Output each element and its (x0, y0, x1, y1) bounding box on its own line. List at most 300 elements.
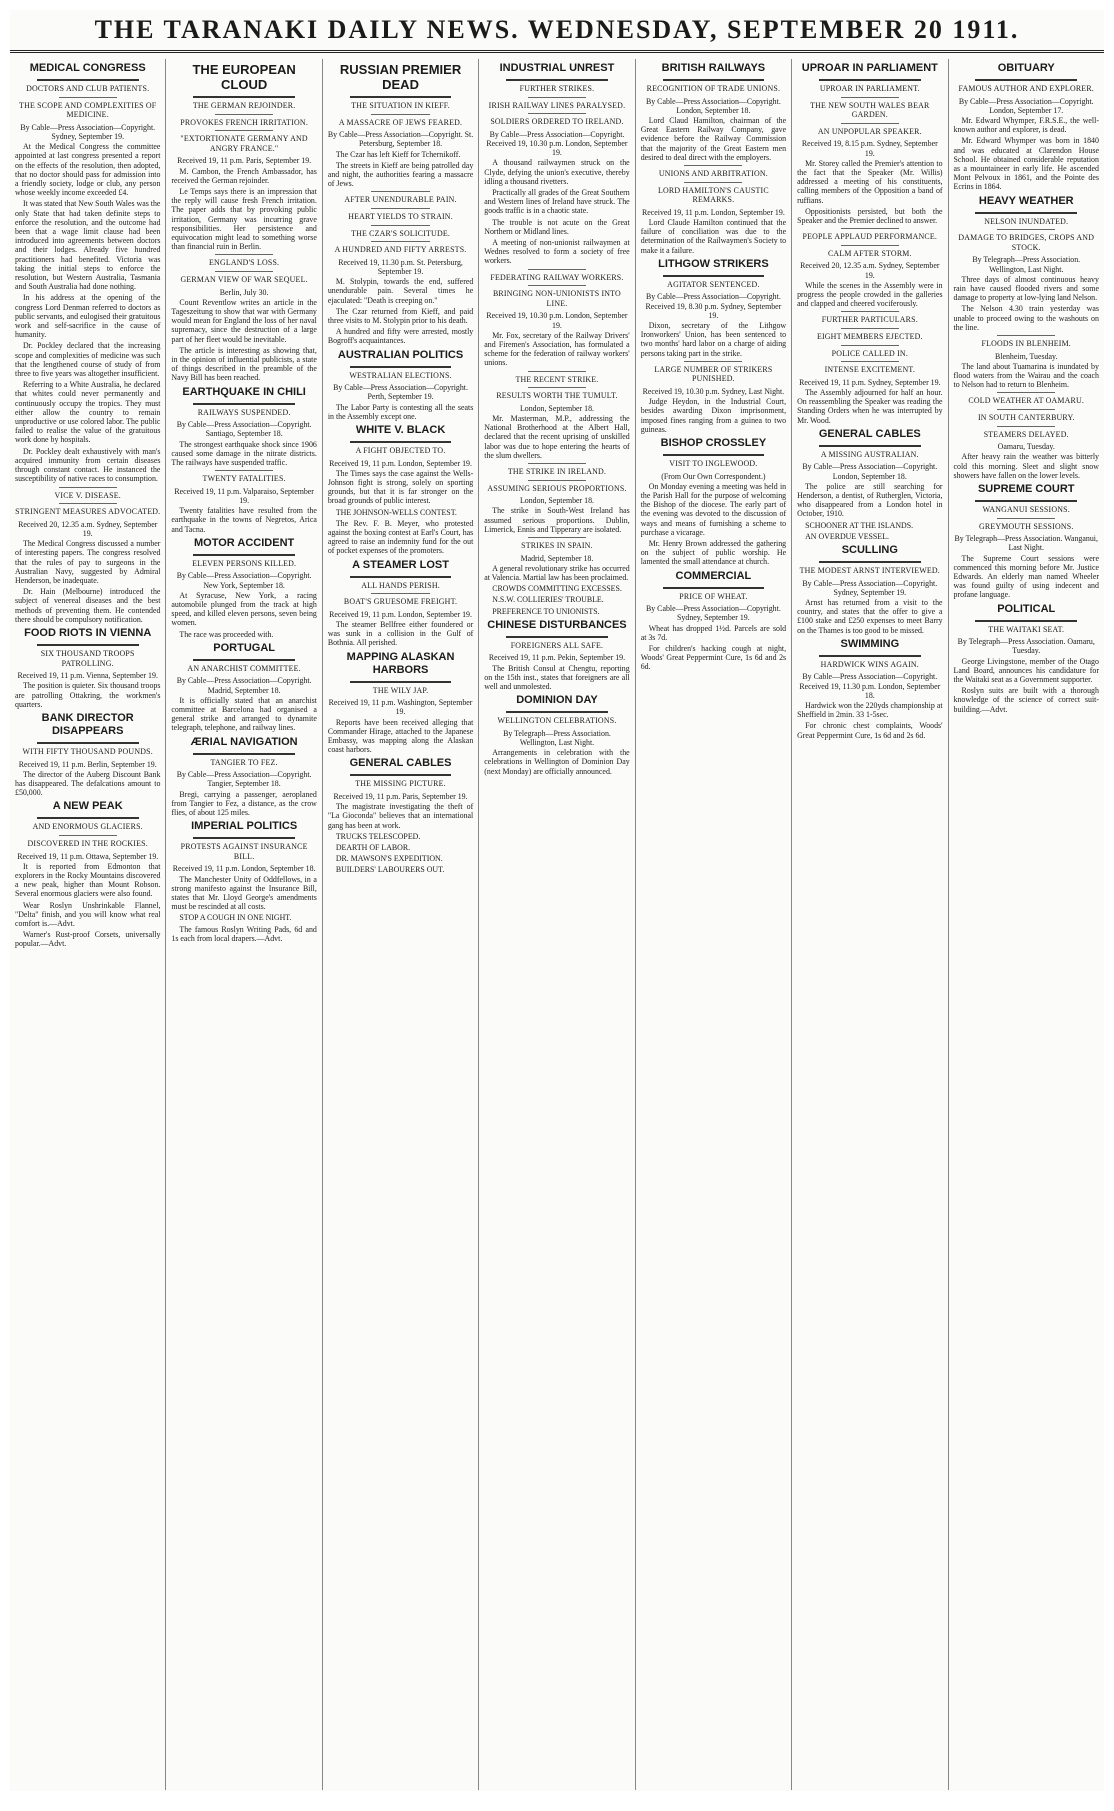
article-paragraph: Le Temps says there is an impression that the reply will cause fresh French irritation. The paper adds that by provoking public irritation, Germany was incurring grave responsibilities. Her persistence and equivocation might lead to something worse than financial ruin in Berlin. (171, 186, 317, 252)
article-headline: BISHOP CROSSLEY (660, 437, 767, 450)
article-headline: BRITISH RAILWAYS (661, 62, 766, 74)
article-headline: MEDICAL CONGRESS (29, 62, 146, 74)
news-column (948, 59, 1104, 1790)
dateline: By Cable—Press Association—Copyright. Sydney, September 19. (646, 604, 781, 623)
article-paragraph: Reports have been received alleging that Commander Hirage, attached to the Japanese Embassy, was mapping along the Alaskan coast harbors. (327, 717, 474, 755)
sub-headline: SIX THOUSAND TROOPS PATROLLING. (40, 648, 135, 668)
dateline: Received 19, 11 p.m. Paris, September 19. (333, 792, 468, 802)
sub-headline: DOCTORS AND CLUB PATIENTS. (26, 84, 150, 93)
headline-rule (819, 655, 921, 657)
dateline: Received 19, 11 p.m. Ottawa, September 19. (17, 851, 159, 861)
article (328, 424, 473, 556)
dateline: Received 19, 11 p.m. Vienna, September 19. (17, 671, 158, 681)
section-divider (684, 361, 742, 362)
headline-rule (37, 79, 139, 81)
article-paragraph: The position is quieter. Six thousand troops are patrolling Ottakring, the workmen's quarters. (15, 681, 161, 709)
sub-headline: AN ANARCHIST COMMITTEE. (187, 663, 301, 673)
sub-headline: RECOGNITION OF TRADE UNIONS. (646, 84, 781, 93)
dateline: Received 19, 11 p.m. Berlin, September 19. (18, 759, 157, 769)
section-divider (59, 487, 117, 488)
sub-headline: FEDERATING RAILWAY WORKERS. (490, 272, 624, 282)
dateline: By Cable—Press Association—Copyright. Received 19, 8.30 p.m. Sydney, September 19. (645, 292, 782, 320)
dateline: London, September 18. (519, 496, 595, 506)
dateline: By Cable—Press Association—Copyright. London, September 18. (646, 96, 781, 115)
sub-headline: THE CZAR'S SOLICITUDE. (351, 228, 451, 238)
sub-divider (371, 225, 429, 226)
dateline: By Cable—Press Association—Copyright. Madrid, September 18. (176, 676, 312, 695)
article-headline: OBITUARY (997, 62, 1055, 74)
article-paragraph: For children's hacking cough at night, Woods' Great Peppermint Cure, 1s 6d and 2s 6d. (640, 644, 787, 672)
article-headline: A NEW PEAK (52, 800, 123, 813)
article (954, 335, 1099, 389)
article-headline: SUPREME COURT (977, 483, 1075, 496)
sub-headline: NELSON INUNDATED. (984, 216, 1069, 226)
sub-divider (997, 426, 1055, 427)
article (484, 537, 629, 616)
sub-divider (528, 97, 586, 98)
sub-divider (841, 345, 899, 346)
headline-rule (193, 96, 295, 98)
news-column (322, 59, 478, 1790)
headline-rule (975, 79, 1077, 81)
headline-rule (37, 644, 139, 646)
sub-divider (371, 593, 429, 594)
article-paragraph: It is officially stated that an anarchist committee at Barcelona had organised a general strike and arranged to dynamite telegraph, telephone, and railway lines. (171, 695, 317, 733)
sub-headline: GREYMOUTH SESSIONS. (978, 521, 1074, 531)
article-paragraph: A meeting of non-unionist railwaymen at Wednes resolved to form a society of free workers. (484, 238, 630, 266)
sub-divider (841, 123, 899, 124)
sub-divider (841, 245, 899, 246)
article-headline: EARTHQUAKE IN CHILI (182, 385, 306, 398)
sub-headline: RESULTS WORTH THE TUMULT. (496, 391, 618, 401)
article-paragraph: Referring to a White Australia, he declared that whites could never permanently and continuously occupy the tropics. They must either allow the country to remain unproductive or use colored labor. The public failed to realise the value of the gratuitous work done by hospitals. (15, 380, 161, 445)
headline-rule (663, 454, 765, 456)
headline-rule (350, 366, 452, 368)
article (171, 736, 316, 818)
article (171, 254, 316, 382)
sub-divider (59, 835, 117, 836)
dateline: By Cable—Press Association—Copyright. New York, September 18. (176, 571, 312, 590)
article-paragraph: M. Cambon, the French Ambassador, has received the German rejoinder. (171, 166, 317, 185)
news-column (165, 59, 321, 1790)
article-paragraph: The Times says the case against the Wells-Johnson fight is strong, solely on sporting grounds, but that it is far stronger on the broad grounds of public interest. (327, 468, 474, 506)
article-paragraph: THE JOHNSON-WELLS CONTEST. (335, 507, 457, 517)
article (797, 638, 942, 740)
sub-headline: VISIT TO INGLEWOOD. (669, 459, 758, 469)
article-paragraph: Wear Roslyn Unshrinkable Flannel, "Delta" finish, and you will know what real comfort is.—Advt. (15, 900, 161, 928)
article-paragraph: DR. MAWSON'S EXPEDITION. (335, 854, 443, 864)
section-divider (371, 191, 429, 192)
article-paragraph: Oppositionists persisted, but both the Speaker and the Premier declined to answer. (797, 206, 943, 225)
article-paragraph: The strongest earthquake shock since 1906 caused some damage in the nitrate districts. The railways have suspended traffic. (171, 439, 317, 468)
article (15, 712, 160, 797)
sub-headline: AN UNPOPULAR SPEAKER. (817, 126, 922, 136)
article (15, 627, 160, 709)
news-column (635, 59, 791, 1790)
article-paragraph: Lord Claud Hamilton, chairman of the Great Eastern Railway Company, gave evidence before the Railway Commission that the majority of the Great Eastern men desired to deal direct with the employers. (640, 116, 787, 162)
news-column (791, 59, 947, 1790)
article-paragraph: The Labor Party is contesting all the seats in the Assembly except one. (327, 402, 474, 421)
article-paragraph: Three days of almost continuous heavy rain have caused flooded rivers and some damage to property at low-lying land Nelson. (953, 274, 1099, 303)
article-paragraph: BUILDERS' LABOURERS OUT. (335, 865, 445, 875)
sub-headline: GERMAN VIEW OF WAR SEQUEL. (180, 275, 308, 284)
section-divider (528, 463, 586, 464)
article-paragraph: The British Consul at Chengtu, reporting on the 15th inst., states that foreigners are all well and unmolested. (484, 663, 630, 692)
sub-divider (997, 409, 1055, 410)
article-paragraph: At the Medical Congress the committee appointed at last congress presented a report on the effects of the resolution, then adopted, that no doctor should pass for admission into a friendly society, lodge or club, any person whose weekly income exceeded £4. (15, 142, 161, 198)
dateline: Berlin, July 30. (219, 287, 269, 297)
sub-divider (841, 361, 899, 362)
sub-headline: VICE V. DISEASE. (54, 490, 121, 500)
article-headline: GENERAL CABLES (818, 427, 921, 440)
news-column (10, 59, 165, 1790)
article-paragraph: For chronic chest complaints, Woods' Great Peppermint Cure, 1s 6d and 2s 6d. (797, 721, 943, 740)
article-paragraph: The Czar returned from Kieff, and paid three visits to M. Stolypin prior to his death. (327, 306, 474, 325)
sub-headline: UNIONS AND ARBITRATION. (658, 169, 768, 179)
article-paragraph: Dr. Pockley declared that the increasing scope and complexities of medicine was such that the lengthened course of study of from three to five years was altogether insufficient. (15, 341, 161, 379)
headline-rule (37, 742, 139, 744)
sub-headline: FURTHER STRIKES. (519, 84, 595, 93)
article-paragraph: DEARTH OF LABOR. (335, 843, 411, 853)
headline-rule (193, 659, 295, 661)
sub-divider (997, 229, 1055, 230)
article (797, 62, 942, 225)
dateline: Received 19, 11 p.m. London, September 19. (641, 207, 785, 217)
article-paragraph: The streets in Kieff are being patrolled day and night, the authorities fearing a massacre of Jews. (327, 160, 474, 189)
sub-headline: FAMOUS AUTHOR AND EXPLORER. (958, 84, 1094, 93)
headline-rule (350, 576, 452, 578)
article-paragraph: The Czar has left Kieff for Tchernikoff. (335, 149, 461, 159)
sub-headline: A HUNDRED AND FIFTY ARRESTS. (334, 245, 467, 255)
article (954, 62, 1099, 192)
article-paragraph: Dixon, secretary of the Lithgow Ironworkers' Union, has been sentenced to two months' hard labor on a charge of aiding persons taking part in the strike. (640, 321, 787, 358)
sub-headline: UPROAR IN PARLIAMENT. (819, 84, 920, 93)
article-headline: DOMINION DAY (516, 694, 598, 707)
dateline: Received 20, 12.35 a.m. Sydney, September 19. (800, 261, 940, 280)
dateline: Received 19, 8.15 p.m. Sydney, September 19. (801, 139, 938, 158)
headline-rule (663, 79, 765, 81)
section-divider (841, 311, 899, 312)
sub-divider (215, 130, 273, 131)
dateline: Oamaru, Tuesday. (997, 442, 1055, 452)
article-paragraph: At Syracuse, New York, a racing automobile plunged from the track at high speed, and killed eleven persons, seven being women. (171, 590, 317, 628)
article (484, 463, 629, 534)
headline-rule (506, 79, 608, 81)
sub-headline: POLICE CALLED IN. (831, 348, 909, 358)
article (15, 800, 160, 948)
article-paragraph: The director of the Auberg Discount Bank has disappeared. The defalcations amount to £50,000. (15, 769, 161, 798)
headline-rule (663, 587, 765, 589)
headline-rule (193, 837, 295, 839)
dateline: By Telegraph—Press Association. Oamaru, Tuesday. (957, 637, 1095, 656)
sub-headline: STRINGENT MEASURES ADVOCATED. (15, 507, 161, 517)
article-paragraph: Dr. Hain (Melbourne) introduced the subject of venereal diseases and the best methods of preventing them. He contended there should be compulsory notification. (15, 587, 161, 624)
dateline: Received 19, 11 p.m. Washington, September 19. (328, 698, 473, 717)
sub-headline: PROVOKES FRENCH IRRITATION. (180, 117, 308, 127)
headline-rule (506, 636, 608, 638)
article (484, 619, 629, 691)
article (641, 62, 786, 162)
article-headline: LITHGOW STRIKERS (658, 257, 769, 270)
dateline: By Cable—Press Association—Copyright. Sydney, September 19. (802, 578, 938, 597)
article-headline: PORTUGAL (213, 641, 275, 654)
headline-rule (193, 753, 295, 755)
dateline: By Cable—Press Association—Copyright. Santiago, September 18. (176, 420, 312, 439)
dateline: Received 19, 11 p.m. London, September 19. (329, 609, 472, 619)
headline-rule (975, 212, 1077, 214)
sub-headline: PEOPLE APPLAUD PERFORMANCE. (802, 232, 938, 242)
article-paragraph: The strike in South-West Ireland has assumed serious proportions. Dublin, Limerick, Ennis and Tipperary are isolated. (484, 506, 630, 534)
sub-headline: WITH FIFTY THOUSAND POUNDS. (22, 746, 153, 756)
sub-headline: TWENTY FATALITIES. (202, 474, 286, 484)
article-paragraph: On Monday evening a meeting was held in the Parish Hall for the purpose of welcoming the Bishop of the diocese. The early part of the evening was devoted to the discussion of ways and means of furnishing a scheme to purchase a vicarage. (640, 481, 787, 537)
headline-rule (350, 441, 452, 443)
article-paragraph: A hundred and fifty were arrested, mostly Bogroff's acquaintances. (327, 327, 474, 346)
dateline: By Cable—Press Association—Copyright. St. Petersburg, September 18. (327, 130, 474, 149)
sub-divider (528, 387, 586, 388)
article (328, 349, 473, 421)
sub-headline: AGITATOR SENTENCED. (667, 279, 760, 289)
article-paragraph: A thousand railwaymen struck on the Clyde, defying the union's executive, thereby idling a thousand rivetters. (484, 158, 630, 186)
headline-rule (193, 554, 295, 556)
dateline: Received 19, 10.30 p.m. London, September 19. (486, 311, 628, 330)
section-divider (997, 335, 1055, 336)
sub-headline: THE RECENT STRIKE. (515, 374, 599, 384)
article-headline: POLITICAL (997, 602, 1056, 615)
sub-divider (528, 480, 586, 481)
sub-headline: BRINGING NON-UNIONISTS INTO LINE. (492, 289, 621, 308)
sub-headline: BOAT'S GRUESOME FREIGHT. (343, 597, 458, 607)
sub-headline: IN SOUTH CANTERBURY. (977, 413, 1075, 423)
article (171, 62, 316, 251)
headline-rule (350, 96, 452, 98)
dateline: Received 19, 11 p.m. Paris, September 19. (177, 156, 312, 166)
sub-divider (215, 271, 273, 272)
article-headline: CHINESE DISTURBANCES (487, 618, 627, 631)
sub-headline: CALM AFTER STORM. (827, 248, 912, 258)
article-paragraph: The famous Roslyn Writing Pads, 6d and 1s each from local drapers.—Advt. (171, 924, 317, 943)
article-paragraph: The steamer Bellfree either foundered or was sunk in a collision in the Gulf of Bothnia. All perished. (327, 620, 474, 648)
sub-headline: STRIKES IN SPAIN. (521, 541, 593, 551)
sub-headline: WESTRALIAN ELECTIONS. (349, 370, 452, 380)
article (797, 544, 942, 635)
article-paragraph: It was stated that New South Wales was the only State that had taken definite steps to enforce the resolution, and the outcome had been that a wage limit clause had been introduced into agreements between doctors and their lodges. Already five hundred practitioners had benefited. Victoria was taking the initial steps to enforce the resolution, but Western Australia, Tasmania and South Australia had done nothing. (15, 199, 161, 292)
article-paragraph: The Medical Congress discussed a number of interesting papers. The congress resolved that the rules of pay to surgeons in the Australian Navy, suggested by Admiral Henderson, be inadequate. (15, 539, 161, 585)
article (641, 361, 786, 434)
sub-headline: THE STRIKE IN IRELAND. (507, 467, 607, 477)
article-paragraph: The Rev. F. B. Meyer, who protested against the boxing contest at Earl's Court, has agreed to raise an indemnity fund for the out of pocket expenses of the promoters. (327, 518, 474, 556)
dateline: Received 19, 11.30 p.m. St. Petersburg, September 19. (338, 257, 463, 276)
sub-headline: A MISSING AUSTRALIAN. (820, 449, 919, 459)
article-headline: WHITE V. BLACK (355, 424, 446, 437)
article-paragraph: N.S.W. COLLIERIES' TROUBLE. (492, 595, 604, 605)
dateline: By Cable—Press Association—Copyright. Tangier, September 18. (176, 770, 312, 789)
sub-divider (841, 328, 899, 329)
sub-divider (841, 97, 899, 98)
article-headline: MOTOR ACCIDENT (194, 536, 295, 549)
article (954, 483, 1099, 600)
article-paragraph: Wheat has dropped 1½d. Parcels are sold at 3s 7d. (640, 623, 787, 642)
headline-rule (819, 79, 921, 81)
sub-headline: COLD WEATHER AT OAMARU. (968, 396, 1085, 406)
article-paragraph: Mr. Edward Whymper, F.R.S.E., the well-known author and explorer, is dead. (953, 116, 1099, 135)
article-paragraph: George Livingstone, member of the Otago Land Board, announces his candidature for the Waitaki seat as a Government supporter. (953, 656, 1099, 685)
article-paragraph: Roslyn suits are built with a thorough knowledge of the science of correct suit-building.—Advt. (953, 686, 1099, 714)
sub-divider (528, 285, 586, 286)
article (171, 537, 316, 639)
dateline: Blenheim, Tuesday. (995, 351, 1058, 361)
article-headline: IMPERIAL POLITICS (191, 820, 298, 833)
sub-headline: AFTER UNENDURABLE PAIN. (344, 195, 457, 205)
headline-rule (819, 445, 921, 447)
sub-headline: IRISH RAILWAY LINES PARALYSED. (488, 100, 626, 110)
article-headline: RUSSIAN PREMIER DEAD (339, 62, 462, 92)
article-paragraph: Mr. Masterman, M.P., addressing the National Brotherhood at the Albert Hall, declared that the recent uprising of unskilled labor was due to hope entering the hearts of the slum dwellers. (484, 414, 630, 460)
columns (10, 53, 1104, 1790)
sub-headline: THE WAITAKI SEAT. (988, 624, 1065, 634)
article-headline: COMMERCIAL (675, 569, 752, 582)
article-headline: THE EUROPEAN CLOUD (192, 62, 296, 92)
headline-rule (663, 275, 765, 277)
headline-rule (506, 711, 608, 713)
headline-rule (37, 817, 139, 819)
article (954, 392, 1099, 480)
sub-divider (528, 113, 586, 114)
dateline: Received 19, 11 p.m. London, September 19. (329, 458, 472, 468)
article-paragraph: The race was proceeded with. (179, 629, 274, 639)
article-headline: SCULLING (841, 544, 898, 557)
article-paragraph: Hardwick won the 220yds championship at Sheffield in 2min. 33 1-5sec. (797, 701, 943, 720)
dateline: By Cable—Press Association—Copyright. Received 19, 10.30 p.m. London, September 19. (486, 129, 628, 158)
sub-divider (215, 114, 273, 115)
sub-divider (59, 97, 117, 98)
sub-headline: FLOODS IN BLENHEIM. (981, 339, 1071, 349)
dateline: By Cable—Press Association—Copyright. Sydney, September 19. (20, 122, 156, 141)
article-headline: UPROAR IN PARLIAMENT (801, 62, 938, 74)
section-divider (215, 470, 273, 471)
article-paragraph: Count Reventlow writes an article in the Tageszeitung to show that war with Germany would mean for England the loss of her naval supremacy, since the destruction of a large part of her fleet would be inevitable. (171, 297, 317, 344)
sub-headline: RAILWAYS SUSPENDED. (197, 407, 291, 417)
article (328, 191, 473, 345)
headline-rule (193, 403, 295, 405)
sub-headline: WELLINGTON CELEBRATIONS. (497, 716, 617, 726)
article (954, 603, 1099, 714)
article-headline: A STEAMER LOST (352, 558, 449, 571)
masthead: THE TARANAKI DAILY NEWS. WEDNESDAY, SEPTEMBER 20 1911. (10, 10, 1104, 53)
article-paragraph: CROWDS COMMITTING EXCESSES. (492, 584, 622, 594)
article (171, 642, 316, 733)
article-paragraph: The Assembly adjourned for half an hour. On reassembling the Speaker was reading the Standing Orders when he was interrupted by Mr. Wood. (797, 387, 943, 425)
dateline: By Telegraph—Press Association. Wellington, Last Night. (503, 728, 611, 748)
dateline: By Telegraph—Press Association. Wanganui, Last Night. (954, 534, 1098, 553)
sub-divider (371, 241, 429, 242)
dateline: Received 20, 12.35 a.m. Sydney, September 19. (18, 519, 158, 538)
article (328, 651, 473, 755)
article-headline: FOOD RIOTS IN VIENNA (24, 626, 152, 639)
section-divider (215, 254, 273, 255)
article (484, 62, 629, 266)
article-headline: SWIMMING (840, 637, 900, 650)
article-paragraph: Bregi, carrying a passenger, aeroplaned from Tangier to Fez, a distance, as the crow flies, of about 125 miles. (171, 789, 317, 818)
article-paragraph: The article is interesting as showing that, in the opinion of influential publicists, a state of things described in the preamble of the Navy Bill has been reached. (171, 345, 317, 383)
sub-headline: THE SCOPE AND COMPLEXITIES OF MEDICINE. (19, 100, 157, 120)
article-headline: MAPPING ALASKAN HARBORS (346, 650, 455, 676)
sub-headline: "EXTORTIONATE GERMANY AND ANGRY FRANCE." (180, 134, 308, 153)
article-paragraph: TRUCKS TELESCOPED. (335, 831, 421, 841)
headline-rule (350, 774, 452, 776)
article-paragraph: It is reported from Edmonton that explorers in the Rocky Mountains discovered a new peak, higher than Mount Robson. Several enormous glaciers were also found. (15, 861, 161, 899)
dateline: Received 19, 11 p.m. Valparaiso, September 19. (174, 486, 314, 506)
dateline: Received 19, 11 p.m. Pekin, September 19. (488, 653, 626, 663)
article (641, 437, 786, 567)
article-headline: INDUSTRIAL UNREST (499, 62, 615, 74)
article-paragraph: Lord Claude Hamilton continued that the failure of conciliation was due to the determination of the Railwaymen's Society to make it a failure. (640, 218, 787, 255)
article-paragraph: The police are still searching for Henderson, a dentist, of Rutherglen, Victoria, who disappeared from a London hotel in October, 1910. (797, 481, 943, 519)
article (641, 165, 786, 255)
section-divider (528, 537, 586, 538)
headline-rule (975, 620, 1077, 622)
article-headline: BANK DIRECTOR DISAPPEARS (41, 711, 134, 737)
article-paragraph: Twenty fatalities have resulted from the earthquake in the towns of Negretos, Arica and Tacna. (171, 506, 317, 534)
sub-headline: SOLDIERS ORDERED TO IRELAND. (490, 117, 624, 127)
sub-headline: AND ENORMOUS GLACIERS. (32, 822, 143, 832)
article-paragraph: Judge Heydon, in the Industrial Court, besides awarding Dixon imprisonment, imposed fines ranging from a guinea to two guineas. (640, 397, 787, 434)
article-paragraph: Warner's Rust-proof Corsets, universally popular.—Advt. (15, 930, 161, 949)
article-paragraph: In his address at the opening of the congress Lord Denman referred to doctors as public servants, and eulogised their gratuitous work and self-sacrifice in the cause of humanity. (15, 293, 161, 340)
article (797, 228, 942, 308)
article-paragraph: Mr. Henry Brown addressed the gathering on the subject of public worship. He lamented the small attendance at church. (640, 539, 787, 567)
article-paragraph: After heavy rain the weather was bitterly cold this morning. Sleet and slight snow showers have fallen on the lower levels. (953, 452, 1099, 480)
article (954, 195, 1099, 332)
dateline: Received 19, 11 p.m. London, September 18. (172, 864, 316, 874)
article-paragraph: The Nelson 4.30 train yesterday was unable to proceed owing to the washouts on the line. (953, 304, 1099, 332)
sub-headline: EIGHT MEMBERS EJECTED. (816, 332, 923, 341)
article (171, 470, 316, 534)
sub-headline: A MASSACRE OF JEWS FEARED. (338, 117, 463, 127)
sub-headline: ENGLAND'S LOSS. (209, 258, 280, 268)
sub-divider (684, 182, 742, 183)
article (171, 820, 316, 943)
article (641, 258, 786, 358)
dateline: (From Our Own Correspondent.) (661, 471, 766, 481)
dateline: By Cable—Press Association—Copyright. Perth, September 19. (333, 383, 468, 402)
sub-headline: THE MISSING PICTURE. (355, 779, 446, 789)
sub-headline: HARDWICK WINS AGAIN. (820, 659, 919, 669)
article-paragraph: Mr. Fox, secretary of the Railway Drivers' and Firemen's Association, has formulated a scheme for the federation of railway workers' unions. (484, 330, 630, 368)
article (484, 269, 629, 368)
headline-rule (350, 681, 452, 683)
dateline: By Cable—Press Association—Copyright. London, September 18. (802, 462, 938, 481)
sub-headline: THE SITUATION IN KIEFF. (351, 101, 450, 110)
sub-divider (59, 503, 117, 504)
dateline: Received 19, 10.30 p.m. Sydney, Last Night. (642, 387, 785, 397)
article-headline: GENERAL CABLES (349, 757, 452, 770)
news-column (478, 59, 634, 1790)
article-paragraph: Mr. Storey called the Premier's attention to the fact that the Speaker (Mr. Willis) addressed a meeting of his constituents, calling members of the Opposition a band of ruffians. (797, 158, 943, 205)
sub-headline: DISCOVERED IN THE ROCKIES. (27, 838, 148, 848)
article (15, 62, 160, 484)
sub-headline: PRICE OF WHEAT. (679, 591, 748, 601)
sub-headline: INTENSE EXCITEMENT. (824, 365, 916, 375)
article-paragraph: Dr. Pockley dealt exhaustively with man's acquired immunity from certain diseases through constant contact. He instanced the susceptibility of native races to consumption. (15, 446, 161, 484)
section-divider (684, 165, 742, 166)
dateline: London, September 18. (519, 403, 595, 413)
section-divider (997, 392, 1055, 393)
sub-headline: FOREIGNERS ALL SAFE. (510, 640, 604, 650)
article (797, 428, 942, 541)
dateline: Received 19, 11 p.m. Sydney, September 19. (799, 377, 941, 387)
sub-headline: ELEVEN PERSONS KILLED. (192, 558, 297, 568)
